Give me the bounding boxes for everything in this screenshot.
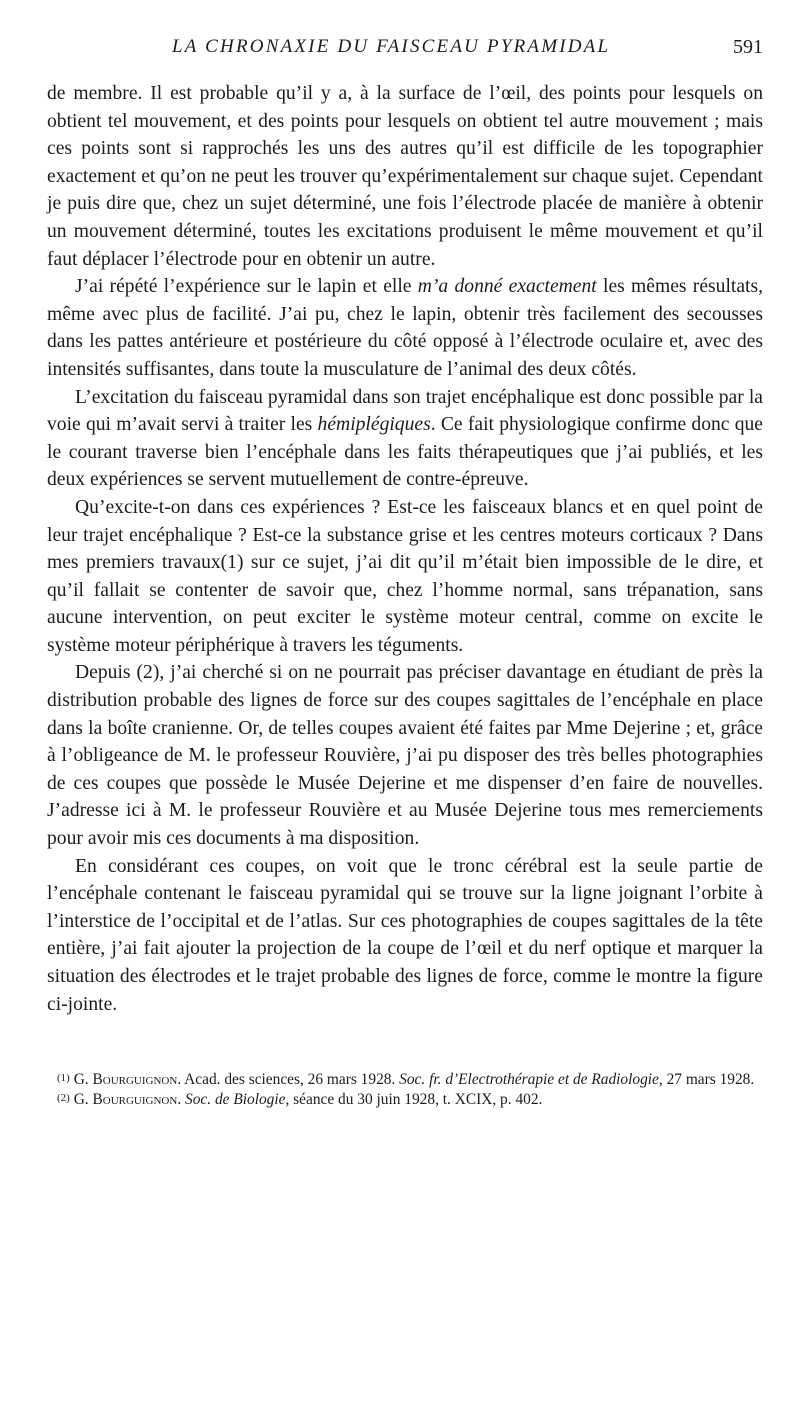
footnote-mark: (2) <box>57 1092 70 1105</box>
footnote-emphasis: Soc. fr. d’Electrothérapie et de Radiologie <box>399 1071 659 1089</box>
paragraph-text: Qu’excite-t-on dans ces expériences ? Est-ce les faisceaux blancs et en quel point de leur trajet encéphalique ? Est-ce la substance grise et les centres moteurs corticaux ? Dans mes premiers travaux(1) sur ce sujet, j’ai dit qu’il m’était bien impossible de le dire, et qu’il fallait se contenter de savoir que, chez l’homme normal, sans trépanation, sans aucune intervention, on peut exciter le système moteur central, comme on excite le système moteur périphérique à travers les téguments. <box>47 496 763 656</box>
footnote-author: G. Bourguignon. <box>73 1071 182 1089</box>
footnote-2 <box>47 1090 763 1110</box>
footnote-mark: (1) <box>57 1072 70 1085</box>
paragraph-1 <box>47 80 763 273</box>
body-text <box>47 80 763 1018</box>
paragraph-emphasis: hémiplégiques <box>317 414 431 436</box>
paragraph-2 <box>47 273 763 383</box>
paragraph-text: J’ai répété l’expérience sur le lapin et elle <box>75 276 418 298</box>
page-number: 591 <box>733 36 763 58</box>
paragraph-5 <box>47 659 763 852</box>
paragraph-emphasis: m’a donné exactement <box>417 276 597 298</box>
running-title: LA CHRONAXIE DU FAISCEAU PYRAMIDAL <box>172 36 611 57</box>
paragraph-text: En considérant ces coupes, on voit que le tronc cérébral est la seule partie de l’encéphale contenant le faisceau pyramidal qui se trouve sur la ligne joignant l’orbite à l’interstice de l’occipital et de l’atlas. Sur ces photographies de coupes sagittales de la tête entière, j’ai fait ajouter la projection de la coupe de l’œil et du nerf optique et marquer la situation des électrodes et le trajet probable des lignes de force, comme le montre la figure ci-jointe. <box>47 855 763 1015</box>
paragraph-text: de membre. Il est probable qu’il y a, à la surface de l’œil, des points pour lesquels on obtient tel mouvement, et des points pour lesquels on obtient tel autre mouvement ; mais ces points sont si rapprochés les uns des autres qu’il est difficile de les topographier exactement et qu’on ne peut les trouver qu’expérimentalement sur chaque sujet. Cependant je puis dire que, chez un sujet déterminé, une fois l’électrode placée de manière à obtenir un mouvement déterminé, toutes les excitations produisent le même mouvement et qu’il faut déplacer l’électrode pour en obtenir un autre. <box>47 83 763 270</box>
paragraph-text: . Ce fait physiologique confirme donc que le courant traverse bien l’encéphale dans les faits thérapeutiques que j’ai publiés, et les deux expériences se servent mutuellement de contre-épreuve. <box>47 414 764 491</box>
paragraph-3 <box>47 384 763 494</box>
footnote-emphasis: Soc. de Biologie <box>185 1091 286 1109</box>
paragraph-text: L’excitation du faisceau pyramidal dans son trajet encéphalique est donc possible par la voie qui m’avait servi à traiter les <box>47 386 763 436</box>
page-header <box>47 36 763 70</box>
footnote-text: , 27 mars 1928. <box>658 1071 755 1089</box>
book-page <box>47 36 763 1110</box>
footnotes <box>47 1070 763 1110</box>
footnote-author: G. Bourguignon. <box>73 1091 182 1109</box>
footnote-text: , séance du 30 juin 1928, t. XCIX, p. 402. <box>285 1091 543 1109</box>
paragraph-6 <box>47 853 763 1019</box>
paragraph-text: Depuis (2), j’ai cherché si on ne pourrait pas préciser davantage en étudiant de près la distribution probable des lignes de force sur des coupes sagittales de l’encéphale en place dans la boîte cranienne. Or, de telles coupes avaient été faites par Mme Dejerine ; et, grâce à l’obligeance de M. le professeur Rouvière, j’ai pu disposer des très belles photographies de ces coupes que possède le Musée Dejerine et me dispenser d’en faire de nouvelles. J’adresse ici à M. le professeur Rouvière et au Musée Dejerine tous mes remerciements pour avoir mis ces documents à ma disposition. <box>47 662 763 850</box>
paragraph-text: les mêmes résultats, même avec plus de facilité. J’ai pu, chez le lapin, obtenir très facilement des secousses dans les pattes antérieure et postérieure du côté opposé à l’électrode oculaire et, avec des intensités suffisantes, dans toute la musculature de l’animal des deux côtés. <box>47 276 763 380</box>
paragraph-4 <box>47 494 763 660</box>
footnote-text: Acad. des sciences, 26 mars 1928. <box>181 1071 400 1089</box>
footnote-1 <box>47 1070 763 1090</box>
